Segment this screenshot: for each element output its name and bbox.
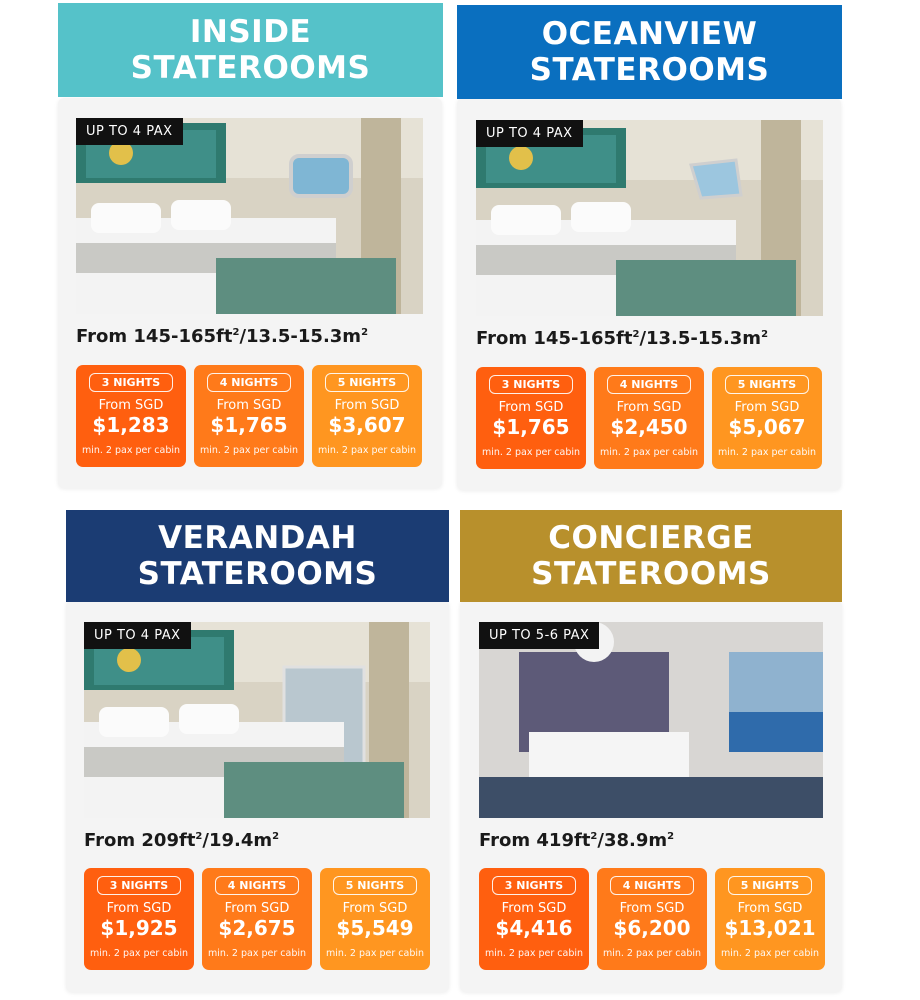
stateroom-header-oceanview — [457, 5, 842, 99]
nights-label: 4 NIGHTS — [607, 375, 691, 394]
min-pax-note: min. 2 pax per cabin — [720, 948, 820, 959]
price-4-nights[interactable] — [594, 367, 704, 469]
from-label: From SGD — [224, 901, 290, 916]
price-5-nights[interactable] — [715, 868, 825, 970]
price-amount: $1,765 — [492, 415, 570, 439]
price-options — [84, 868, 430, 970]
min-pax-note: min. 2 pax per cabin — [325, 948, 425, 959]
price-4-nights[interactable] — [597, 868, 707, 970]
room-size: From $209ft^2/19.4m^2$ — [84, 830, 280, 851]
header-title-line2: STATEROOMS — [531, 556, 771, 592]
price-amount: $2,675 — [218, 916, 296, 940]
room-size: From $419ft^2/38.9m^2$ — [479, 830, 675, 851]
price-4-nights[interactable] — [194, 365, 304, 467]
from-label: From SGD — [334, 398, 400, 413]
nights-label: 3 NIGHTS — [489, 375, 573, 394]
price-amount: $4,416 — [495, 916, 573, 940]
room-photo-oceanview — [476, 120, 823, 316]
pax-badge: UP TO 4 PAX — [476, 120, 583, 147]
from-label: From SGD — [501, 901, 567, 916]
nights-label: 3 NIGHTS — [97, 876, 181, 895]
room-photo-concierge — [479, 622, 823, 818]
nights-label: 5 NIGHTS — [728, 876, 812, 895]
from-label: From SGD — [737, 901, 803, 916]
room-illustration — [476, 120, 823, 316]
room-size: From $145-165ft^2/13.5-15.3m^2$ — [76, 326, 369, 347]
nights-label: 4 NIGHTS — [215, 876, 299, 895]
price-options — [479, 868, 825, 970]
price-options — [476, 367, 822, 469]
min-pax-note: min. 2 pax per cabin — [602, 948, 702, 959]
price-amount: $1,925 — [100, 916, 178, 940]
header-title-line1: VERANDAH — [158, 520, 357, 556]
price-amount: $13,021 — [724, 916, 816, 940]
price-5-nights[interactable] — [712, 367, 822, 469]
nights-label: 5 NIGHTS — [725, 375, 809, 394]
header-title-line1: OCEANVIEW — [541, 16, 758, 52]
min-pax-note: min. 2 pax per cabin — [599, 447, 699, 458]
room-illustration — [76, 118, 423, 314]
min-pax-note: min. 2 pax per cabin — [717, 447, 817, 458]
header-title-line1: INSIDE — [189, 14, 312, 50]
room-photo-inside — [76, 118, 423, 314]
min-pax-note: min. 2 pax per cabin — [484, 948, 584, 959]
price-3-nights[interactable] — [476, 367, 586, 469]
header-title-line2: STATEROOMS — [130, 50, 371, 86]
nights-label: 4 NIGHTS — [207, 373, 291, 392]
header-title-line1: CONCIERGE — [548, 520, 754, 556]
nights-label: 3 NIGHTS — [89, 373, 173, 392]
min-pax-note: min. 2 pax per cabin — [207, 948, 307, 959]
room-size: From $145-165ft^2/13.5-15.3m^2$ — [476, 328, 769, 349]
room-illustration — [84, 622, 430, 818]
price-5-nights[interactable] — [312, 365, 422, 467]
stateroom-header-concierge — [460, 510, 842, 602]
stateroom-header-verandah — [66, 510, 449, 602]
nights-label: 5 NIGHTS — [325, 373, 409, 392]
nights-label: 4 NIGHTS — [610, 876, 694, 895]
price-options — [76, 365, 422, 467]
price-5-nights[interactable] — [320, 868, 430, 970]
min-pax-note: min. 2 pax per cabin — [199, 445, 299, 456]
pax-badge: UP TO 5-6 PAX — [479, 622, 599, 649]
min-pax-note: min. 2 pax per cabin — [317, 445, 417, 456]
pax-badge: UP TO 4 PAX — [84, 622, 191, 649]
price-amount: $6,200 — [613, 916, 691, 940]
from-label: From SGD — [216, 398, 282, 413]
nights-label: 3 NIGHTS — [492, 876, 576, 895]
pax-badge: UP TO 4 PAX — [76, 118, 183, 145]
price-3-nights[interactable] — [76, 365, 186, 467]
from-label: From SGD — [734, 400, 800, 415]
from-label: From SGD — [342, 901, 408, 916]
min-pax-note: min. 2 pax per cabin — [81, 445, 181, 456]
price-amount: $5,549 — [336, 916, 414, 940]
price-4-nights[interactable] — [202, 868, 312, 970]
nights-label: 5 NIGHTS — [333, 876, 417, 895]
price-amount: $2,450 — [610, 415, 688, 439]
from-label: From SGD — [98, 398, 164, 413]
price-amount: $1,283 — [92, 413, 170, 437]
price-amount: $1,765 — [210, 413, 288, 437]
from-label: From SGD — [616, 400, 682, 415]
price-amount: $5,067 — [728, 415, 806, 439]
room-illustration — [479, 622, 823, 818]
min-pax-note: min. 2 pax per cabin — [481, 447, 581, 458]
from-label: From SGD — [619, 901, 685, 916]
from-label: From SGD — [498, 400, 564, 415]
header-title-line2: STATEROOMS — [529, 52, 770, 88]
header-title-line2: STATEROOMS — [137, 556, 378, 592]
from-label: From SGD — [106, 901, 172, 916]
stateroom-header-inside — [58, 3, 443, 97]
room-photo-verandah — [84, 622, 430, 818]
price-amount: $3,607 — [328, 413, 406, 437]
price-3-nights[interactable] — [84, 868, 194, 970]
min-pax-note: min. 2 pax per cabin — [89, 948, 189, 959]
price-3-nights[interactable] — [479, 868, 589, 970]
